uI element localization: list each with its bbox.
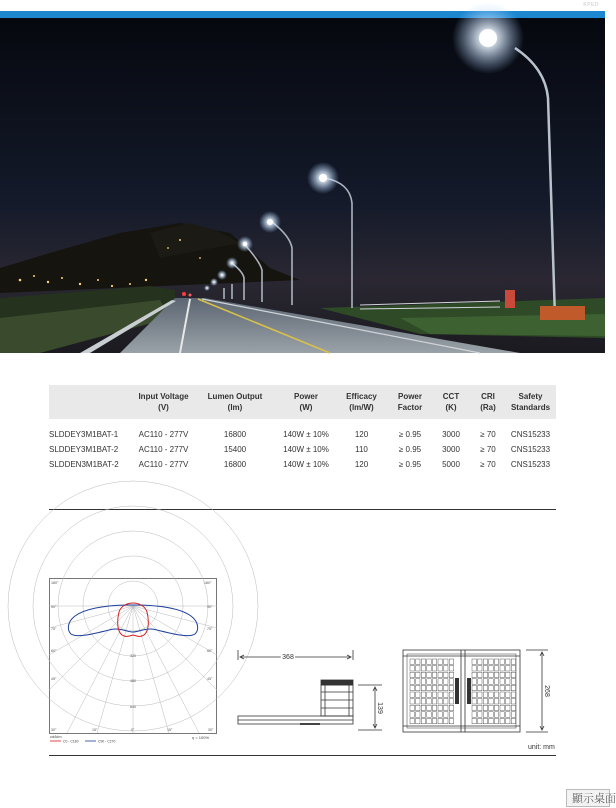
model-cell: SLDDEY3M1BAT-2 [49, 445, 119, 454]
table-cell: ≥ 70 [480, 445, 496, 454]
efficiency-label: η = 100% [192, 735, 210, 740]
legend-c0-label: C0 - C180 [63, 739, 79, 744]
bottom-divider [49, 755, 556, 756]
bottom-angle: 0° [131, 728, 135, 732]
model-cell: SLDDEY3M1BAT-1 [49, 430, 119, 439]
table-cell: 110 [355, 445, 368, 454]
table-cell: 120 [354, 430, 369, 439]
bottom-angle: 30° [51, 728, 57, 732]
bottom-angle: 30° [208, 728, 214, 732]
polar-diagram [49, 578, 218, 743]
table-cell: 5000 [442, 460, 460, 469]
corner-angle-left: 180° [51, 581, 59, 585]
table-cell: 3000 [442, 445, 460, 454]
header-cell: CCT (K) [431, 385, 471, 419]
table-cell: 16800 [223, 460, 247, 469]
corner-angle-right: 180° [204, 581, 212, 585]
show-desktop-button[interactable]: 顯示桌面 [566, 789, 610, 807]
header-cell: Safety Standards [505, 385, 556, 419]
table-cell: CNS15233 [510, 430, 551, 439]
table-cell: 15400 [223, 445, 247, 454]
header-cell: Power (W) [278, 385, 334, 419]
table-cell: CNS15233 [510, 445, 551, 454]
header-cell: Efficacy (lm/W) [334, 385, 389, 419]
bottom-angle: 15° [92, 728, 98, 732]
table-cell: ≥ 70 [480, 460, 496, 469]
left-angle: 90° [51, 605, 57, 609]
header-cell: Lumen Output (lm) [192, 385, 278, 419]
table-cell: ≥ 0.95 [398, 445, 422, 454]
radial-value: 320 [130, 654, 136, 658]
header-cell: Input Voltage (V) [135, 385, 192, 419]
unit-note: unit: mm [528, 744, 555, 751]
left-angle: 75° [51, 627, 57, 631]
dimension-drawings [230, 640, 560, 740]
table-cell: AC110 - 277V [138, 445, 189, 454]
street-light-photo [0, 18, 605, 353]
legend-c90-label: C90 - C270 [98, 739, 116, 744]
width-dimension: 268 [543, 685, 550, 697]
table-cell: 140W ± 10% [283, 430, 329, 439]
right-angle: 45° [207, 677, 213, 681]
table-cell: 140W ± 10% [283, 445, 329, 454]
left-angle: 60° [51, 649, 57, 653]
table-cell: 140W ± 10% [283, 460, 329, 469]
bottom-angle: 15° [167, 728, 173, 732]
right-angle: 90° [207, 605, 213, 609]
table-cell: 120 [354, 460, 369, 469]
spec-table [49, 385, 556, 472]
header-cell: CRI (Ra) [471, 385, 505, 419]
length-dimension: 368 [282, 654, 294, 661]
height-dimension: 139 [376, 702, 383, 714]
table-row [49, 442, 556, 457]
table-row [49, 419, 556, 442]
table-cell: AC110 - 277V [138, 430, 189, 439]
unit-label: cd/klm [50, 734, 62, 739]
header-cell-model [49, 385, 135, 419]
header-cell: Power Factor [389, 385, 431, 419]
table-cell: 3000 [442, 430, 460, 439]
right-angle: 60° [207, 649, 213, 653]
table-cell: ≥ 0.95 [398, 460, 422, 469]
section-divider [49, 509, 556, 510]
left-angle: 45° [51, 677, 57, 681]
radial-value: 480 [130, 679, 136, 683]
table-cell: CNS15233 [510, 460, 551, 469]
corner-label: KPED [583, 2, 599, 8]
right-angle: 75° [207, 627, 213, 631]
table-cell: ≥ 70 [480, 430, 496, 439]
model-cell: SLDDEN3M1BAT-2 [49, 460, 119, 469]
table-cell: 16800 [223, 430, 247, 439]
table-cell: ≥ 0.95 [398, 430, 422, 439]
table-cell: AC110 - 277V [138, 460, 189, 469]
table-header-row [49, 385, 556, 419]
radial-value: 640 [130, 705, 136, 709]
table-row [49, 457, 556, 472]
